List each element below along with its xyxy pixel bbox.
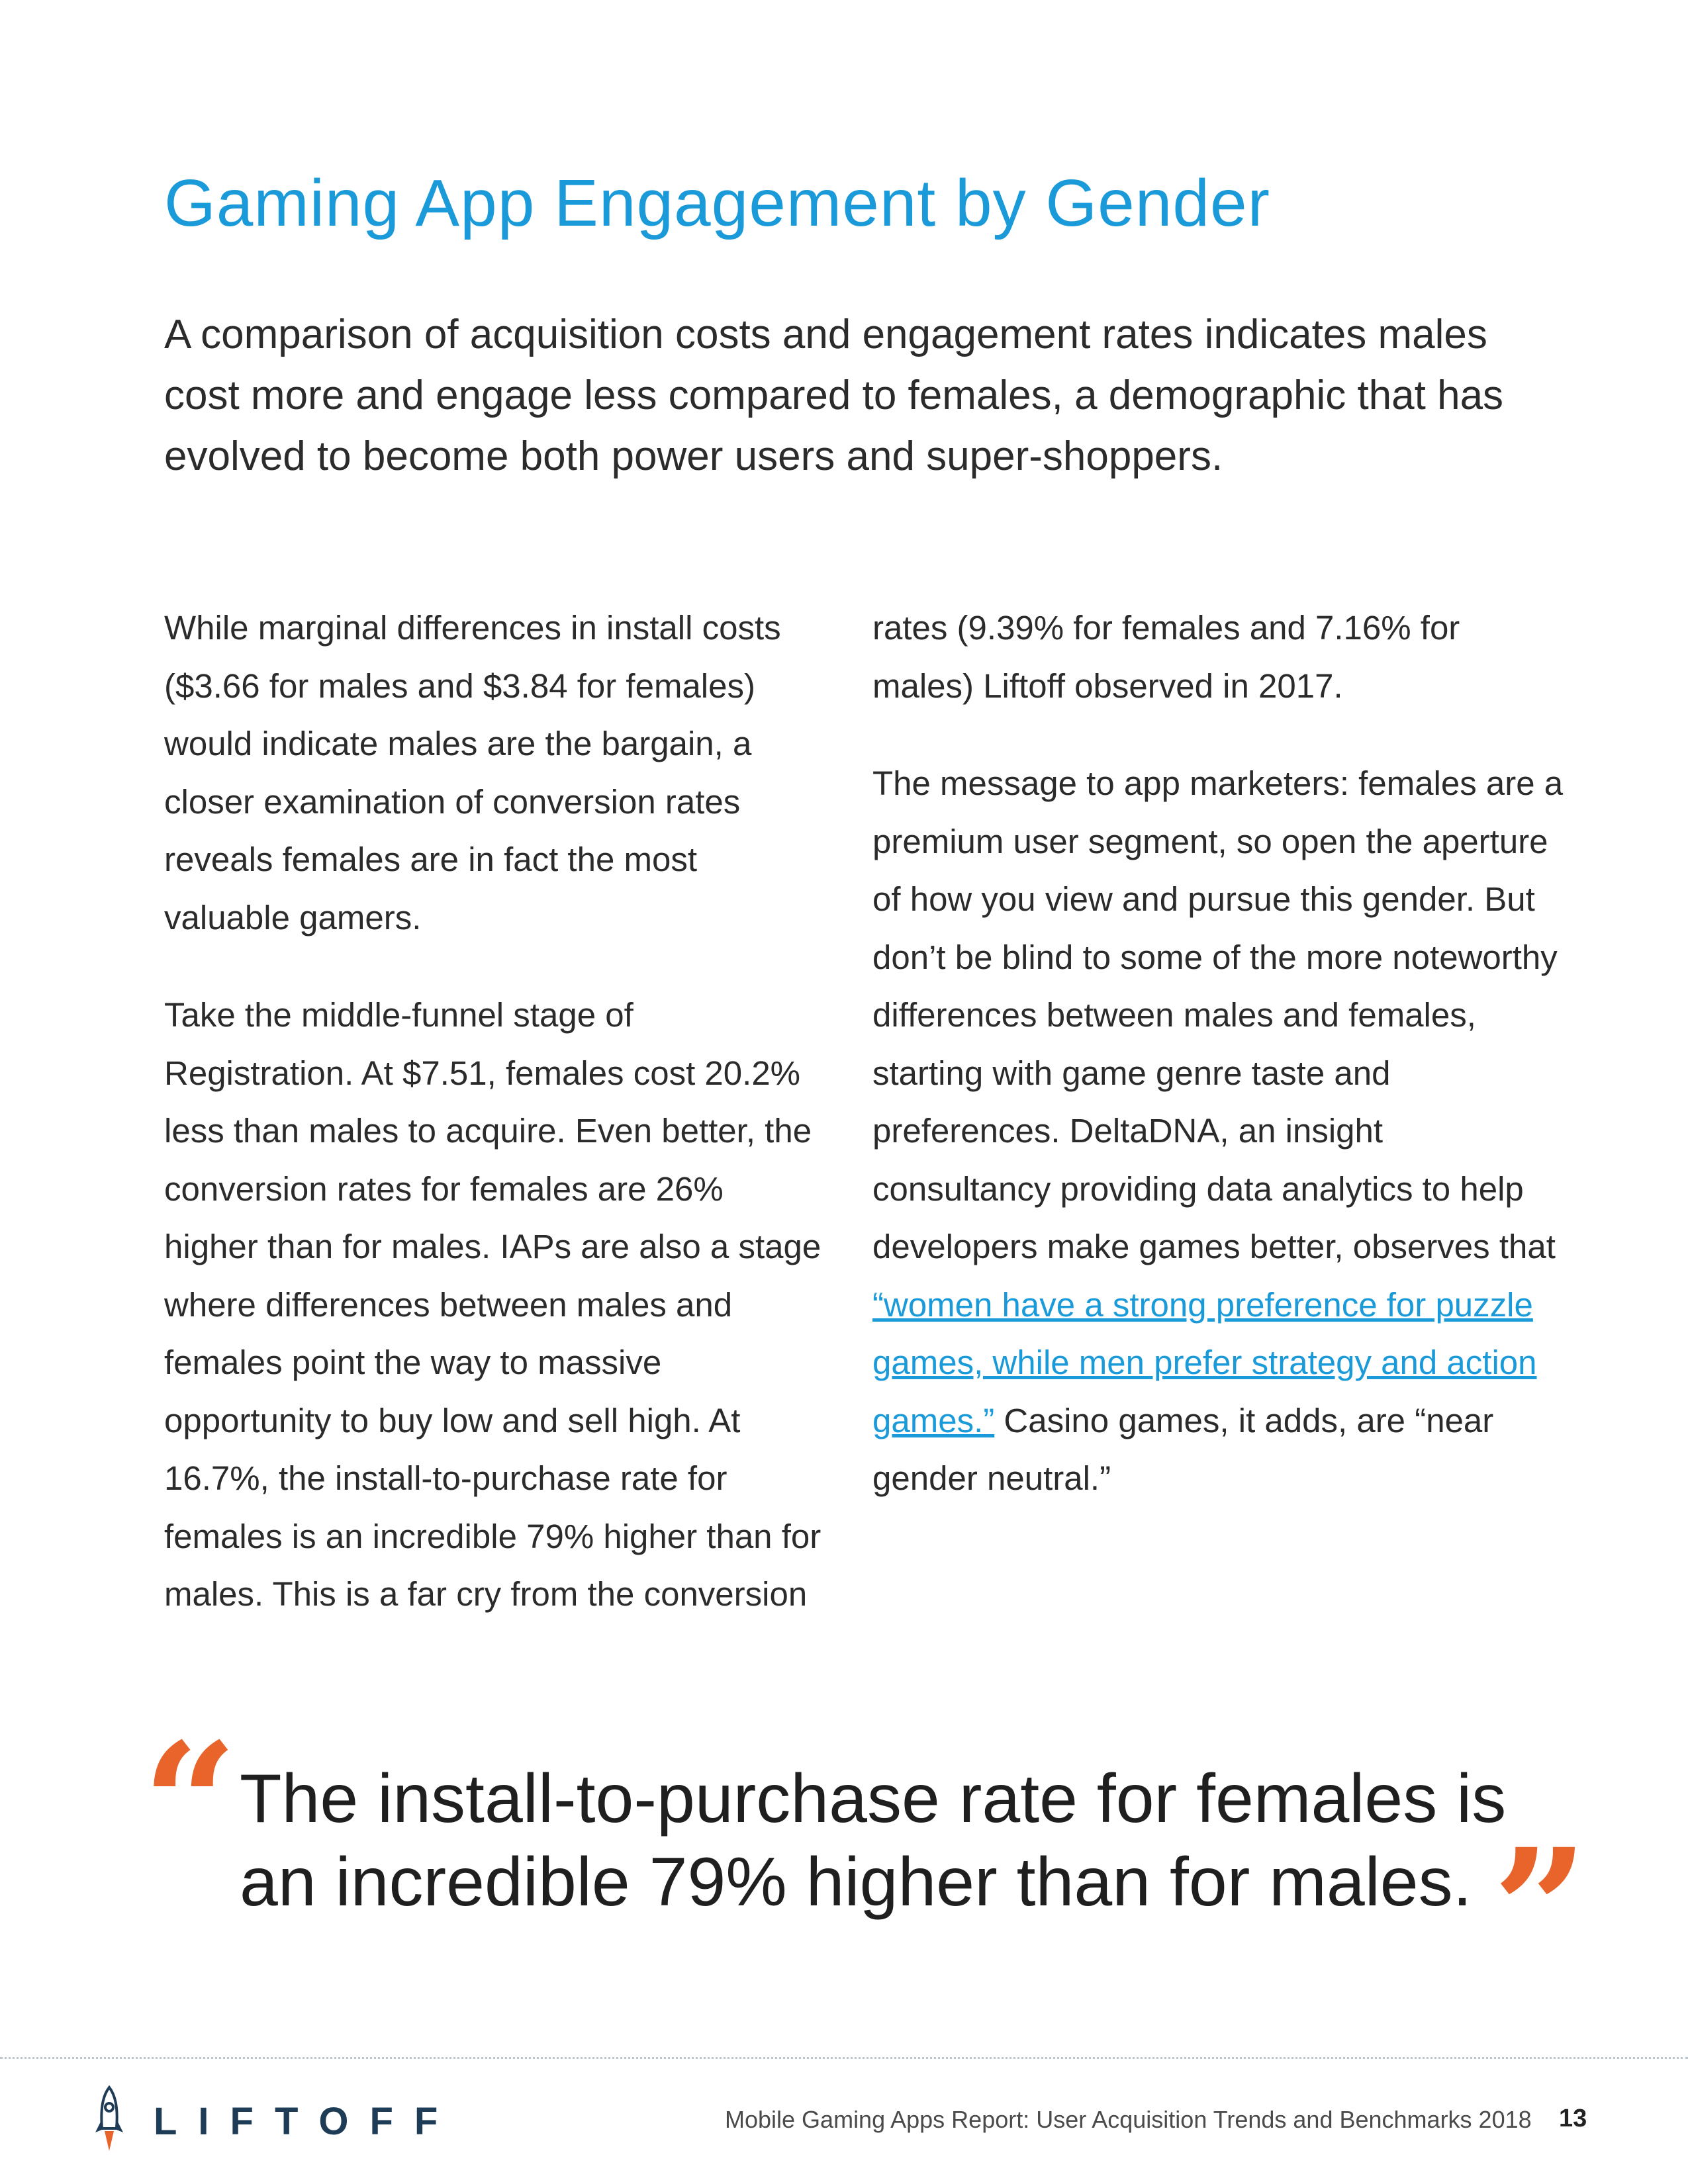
deltadna-quote-link[interactable]: “women have a strong preference for puzzle games, while men prefer strategy and action games.” — [872, 1285, 1537, 1439]
open-quote-mark: “ — [142, 1706, 238, 1901]
close-quote-mark: ” — [1493, 1812, 1588, 2007]
brand-name: LIFTOFF — [154, 2099, 459, 2143]
body-paragraph: While marginal differences in install costs ($3.66 for males and $3.84 for females) would indicate males are the bargain, a closer examination of conversion rates reveals females are in fact the most valuable gamers. — [164, 609, 781, 936]
body-paragraph: rates (9.39% for females and 7.16% for males) Liftoff observed in 2017. — [872, 609, 1460, 705]
body-text: The message to app marketers: females are a premium user segment, so open the aperture of how you view and pursue this gender. But don’t be blind to some of the more noteworthy differences between males and females, starting with game genre taste and preferences. DeltaDNA, an insight consultancy providing data analytics to help developers make games better, observes that — [872, 764, 1564, 1265]
rocket-icon — [93, 2085, 126, 2158]
footer-divider — [0, 2057, 1688, 2059]
body-paragraph — [872, 754, 1568, 1508]
left-column — [164, 599, 826, 1623]
body-text: Casino games, it adds, are “near gender neutral.” — [872, 1401, 1494, 1497]
report-title: Mobile Gaming Apps Report: User Acquisition Trends and Benchmarks 2018 — [725, 2106, 1532, 2133]
page-title: Gaming App Engagement by Gender — [164, 166, 1270, 240]
page-number: 13 — [1559, 2105, 1587, 2132]
intro-paragraph: A comparison of acquisition costs and engagement rates indicates males cost more and engage less compared to females, a demographic that has evolved to become both power users and super-shoppers. — [164, 312, 1504, 479]
pull-quote: The install-to-purchase rate for females is an incredible 79% higher than for males. — [240, 1760, 1507, 1921]
liftoff-logo — [93, 2085, 459, 2158]
body-paragraph: Take the middle-funnel stage of Registration. At $7.51, females cost 20.2% less than males to acquire. Even better, the conversion rates for females are 26% higher than for males. IAPs are also a stage where differences between males and females point the way to massive opportunity to buy low and sell high. At 16.7%, the install-to-purchase rate for females is an incredible 79% higher than for males. This is a far cry from the conversion — [164, 996, 821, 1613]
right-column — [872, 599, 1568, 1508]
